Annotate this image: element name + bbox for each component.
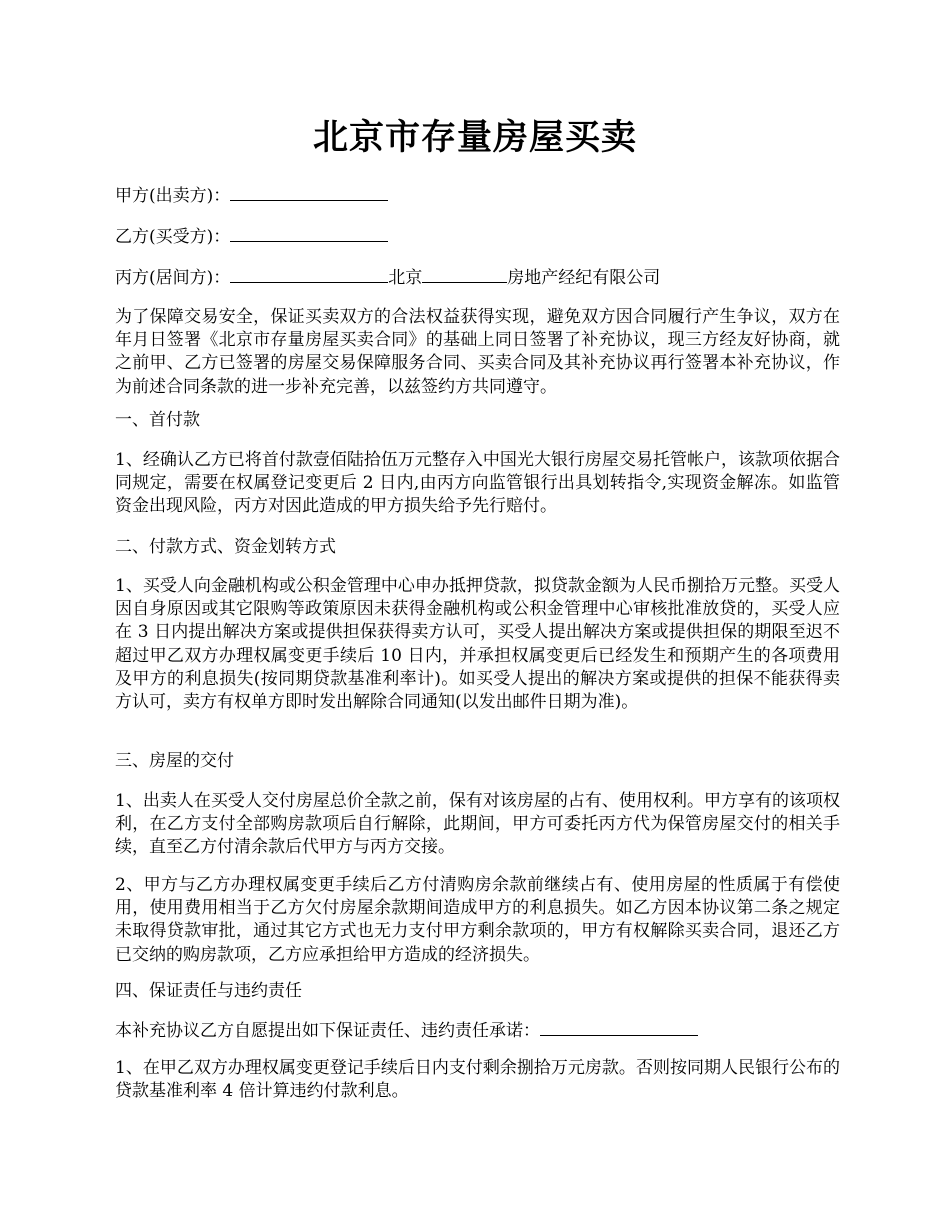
- section-1-paragraph-1: 1、经确认乙方已将首付款壹佰陆拾伍万元整存入中国光大银行房屋交易托管帐户，该款项依据合同规定，需要在权属登记变更后 2 日内,由丙方向监管银行出具划转指令,实现资金解冻。如监管资金出现风险，丙方对因此造成的甲方损失给予先行赔付。: [115, 450, 840, 517]
- seller-line: [115, 183, 388, 207]
- section-2-paragraph-1: 1、买受人向金融机构或公积金管理中心申办抵押贷款，拟贷款金额为人民币捌拾万元整。买受人因自身原因或其它限购等政策原因未获得金融机构或公积金管理中心审核批准放贷的，买受人应在 3 日内提出解决方案或提供担保获得卖方认可，买受人提出解决方案或提供担保的期限至迟不超过甲乙双方办理权属变更手续后 10 日内，并承担权属变更后已经发生和预期产生的各项费用及甲方的利息损失(按同期贷款基准利率计)。如买受人提出的解决方案或提供的担保不能获得卖方认可，卖方有权单方即时发出解除合同通知(以发出邮件日期为准)。: [115, 576, 840, 713]
- agent-suffix: 房地产经纪有限公司: [507, 268, 661, 288]
- buyer-name-blank: [230, 224, 388, 242]
- section-4-paragraph-1: 1、在甲乙双方办理权属变更登记手续后日内支付剩余捌拾万元房款。否则按同期人民银行公布的贷款基准利率 4 倍计算违约付款利息。: [115, 1058, 840, 1102]
- commitment-blank: [540, 1018, 698, 1036]
- section-4-commitment: 本补充协议乙方自愿提出如下保证责任、违约责任承诺：: [115, 1021, 540, 1041]
- section-3-heading: 三、房屋的交付: [115, 751, 234, 771]
- agent-city: 北京: [388, 268, 423, 288]
- agent-line: [115, 265, 660, 289]
- intro-paragraph: 为了保障交易安全，保证买卖双方的合法权益获得实现，避免双方因合同履行产生争议，双方在年月日签署《北京市存量房屋买卖合同》的基础上同日签署了补充协议，现三方经友好协商，就之前甲、乙方已签署的房屋交易保障服务合同、买卖合同及其补充协议再行签署本补充协议，作为前述合同条款的进一步补充完善，以兹签约方共同遵守。: [115, 307, 840, 397]
- section-3-paragraph-2: 2、甲方与乙方办理权属变更手续后乙方付清购房余款前继续占有、使用房屋的性质属于有偿使用，使用费用相当于乙方欠付房屋余款期间造成甲方的利息损失。如乙方因本协议第二条之规定未取得贷款审批，通过其它方式也无力支付甲方剩余款项的，甲方有权解除买卖合同，退还乙方已交纳的购房款项，乙方应承担给甲方造成的经济损失。: [115, 875, 840, 965]
- section-4-heading: 四、保证责任与违约责任: [115, 981, 302, 1001]
- seller-name-blank: [230, 183, 388, 201]
- agent-label: 丙方(居间方)：: [115, 268, 231, 288]
- buyer-line: [115, 224, 388, 248]
- agent-company-blank: [422, 265, 507, 283]
- buyer-label: 乙方(买受方)：: [115, 227, 231, 247]
- document-title: 北京市存量房屋买卖: [312, 118, 637, 158]
- section-3-paragraph-1: 1、出卖人在买受人交付房屋总价全款之前，保有对该房屋的占有、使用权利。甲方享有的该项权利，在乙方支付全部购房款项后自行解除，此期间，甲方可委托丙方代为保管房屋交付的相关手续，直至乙方付清余款后代甲方与丙方交接。: [115, 791, 840, 858]
- section-2-heading: 二、付款方式、资金划转方式: [115, 537, 336, 557]
- section-1-heading: 一、首付款: [115, 410, 200, 430]
- agent-name-blank: [230, 265, 388, 283]
- section-4-commitment-line: [115, 1018, 698, 1042]
- seller-label: 甲方(出卖方)：: [115, 186, 231, 206]
